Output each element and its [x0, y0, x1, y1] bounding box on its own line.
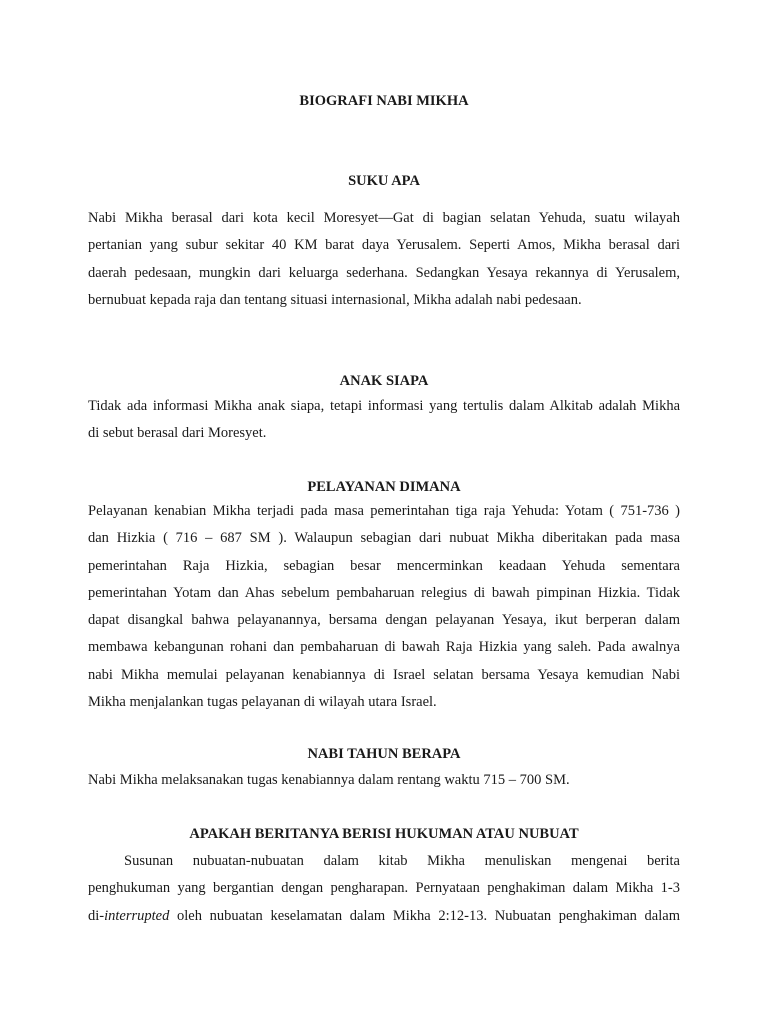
paragraph-line: Mikha menjalankan tugas pelayanan di wilayah utara Israel.	[88, 694, 437, 711]
paragraph-line: Pelayanan kenabian Mikha terjadi pada masa pemerintahan tiga raja Yehuda: Yotam ( 751-736 )	[88, 503, 680, 519]
text-suffix: oleh nubuatan keselamatan dalam Mikha 2:12-13. Nubuatan penghakiman dalam	[169, 907, 680, 924]
section-heading-anak-siapa: ANAK SIAPA	[339, 373, 429, 389]
section-heading-apakah-beritanya: APAKAH BERITANYA BERISI HUKUMAN ATAU NUBUAT	[189, 826, 579, 842]
paragraph-line: pemerintahan Yotam dan Ahas sebelum pembaharuan relegius di bawah pimpinan Hizkia. Tidak	[88, 584, 680, 601]
section-heading-nabi-tahun-berapa: NABI TAHUN BERAPA	[307, 746, 461, 762]
paragraph-line: Tidak ada informasi Mikha anak siapa, tetapi informasi yang tertulis dalam Alkitab adalah Mikha	[88, 398, 680, 414]
paragraph-line: dan Hizkia ( 716 – 687 SM ). Walaupun sebagian dari nubuat Mikha diberitakan pada masa	[88, 530, 680, 547]
paragraph-line: nabi Mikha memulai pelayanan kenabiannya di Israel selatan bersama Yesaya kemudian Nabi	[88, 666, 680, 683]
paragraph-line: daerah pedesaan, mungkin dari keluarga sederhana. Sedangkan Yesaya rekannya di Yerusalem,	[88, 264, 680, 281]
paragraph-line: Nabi Mikha melaksanakan tugas kenabiannya dalam rentang waktu 715 – 700 SM.	[88, 772, 570, 788]
section-paragraph-anak-siapa	[88, 393, 680, 448]
italic-term: interrupted	[104, 907, 170, 924]
paragraph-line: membawa kebangunan rohani dan pembaharuan di bawah Raja Hizkia yang saleh. Pada awalnya	[88, 639, 680, 656]
paragraph-line: Nabi Mikha berasal dari kota kecil Moresyet—Gat di bagian selatan Yehuda, suatu wilayah	[88, 210, 680, 226]
paragraph-line: dapat disangkal bahwa pelayanannya, bersama dengan pelayanan Yesaya, ikut berperan dalam	[88, 612, 680, 629]
document-title: BIOGRAFI NABI MIKHA	[299, 93, 469, 109]
section-paragraph-suku-apa	[88, 205, 680, 314]
text-prefix: di-	[88, 907, 105, 924]
paragraph-line: Susunan nubuatan-nubuatan dalam kitab Mikha menuliskan mengenai berita	[124, 853, 680, 869]
section-heading-suku-apa: SUKU APA	[348, 173, 420, 189]
section-paragraph-pelayanan-dimana	[88, 498, 680, 716]
section-heading-pelayanan-dimana: PELAYANAN DIMANA	[307, 479, 461, 495]
section-paragraph-nabi-tahun-berapa	[88, 767, 680, 794]
section-paragraph-apakah-beritanya	[88, 848, 680, 930]
paragraph-line-mixed	[88, 903, 680, 930]
paragraph-line: di sebut berasal dari Moresyet.	[88, 425, 267, 442]
paragraph-line: pemerintahan Raja Hizkia, sebagian besar mencerminkan keadaan Yehuda sementara	[88, 557, 680, 574]
paragraph-line: penghukuman yang bergantian dengan pengharapan. Pernyataan penghakiman dalam Mikha 1-3	[88, 880, 680, 897]
paragraph-line: bernubuat kepada raja dan tentang situasi internasional, Mikha adalah nabi pedesaan.	[88, 291, 582, 308]
paragraph-line: pertanian yang subur sekitar 40 KM barat daya Yerusalem. Seperti Amos, Mikha berasal dari	[88, 237, 680, 254]
